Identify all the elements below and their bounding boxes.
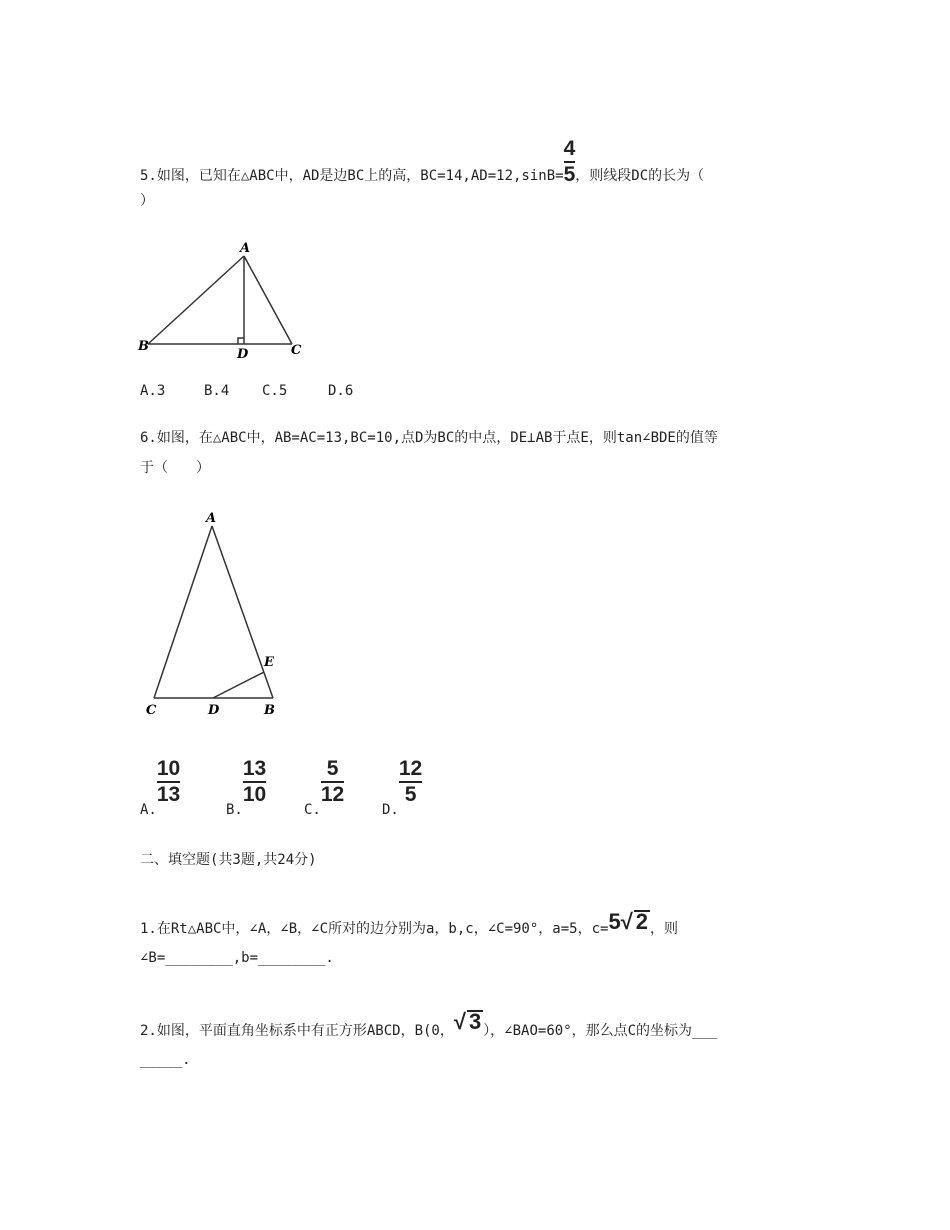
q6-option-b-den: 10 [242, 783, 267, 806]
f1-radicand: 2 [635, 909, 649, 934]
q5-option-c: C.5 [262, 383, 288, 399]
q6-option-d-num: 12 [398, 757, 423, 780]
f1-stem [140, 909, 679, 939]
q6-figure [138, 506, 288, 720]
q6-option-c-fraction [321, 758, 344, 806]
q6-option-c-den: 12 [320, 783, 345, 806]
f1-text-after: ，则 [650, 921, 679, 937]
q6-option-d [382, 757, 423, 818]
q6-label-e: E [264, 655, 274, 670]
q5-option-a: A.3 [140, 383, 166, 399]
q5-option-b: B.4 [204, 383, 230, 399]
q6-option-b-letter: B. [226, 802, 243, 818]
q6-label-a: A [206, 511, 217, 526]
q5-text-after: ，则线段DC的长为（ [575, 168, 705, 184]
q6-option-a [140, 757, 181, 818]
q5-stem-close: ） [140, 193, 154, 209]
q6-option-b-num: 13 [242, 757, 267, 780]
f2-sqrt-value: √ 3 [453, 1009, 482, 1034]
q5-text-before: 5.如图，已知在△ABC中，AD是边BC上的高，BC=14,AD=12,sinB= [140, 168, 564, 184]
q5-label-a: A [240, 241, 251, 256]
q6-option-a-num: 10 [156, 757, 181, 780]
q6-label-b: B [264, 703, 275, 718]
f2-text-before: 2.如图，平面直角坐标系中有正方形ABCD，B(0， [140, 1023, 454, 1039]
q6-option-c-num: 5 [326, 757, 339, 780]
f2-text-after: ），∠BAO=60°，那么点C的坐标为___ [483, 1023, 718, 1039]
q6-label-d: D [208, 703, 220, 718]
q6-option-d-den: 5 [404, 783, 417, 806]
q5-sinb-fraction [564, 138, 576, 186]
f1-c-value: 5√ 2 [608, 909, 649, 934]
q6-option-b-fraction [243, 758, 266, 806]
f2-stem [140, 1009, 718, 1041]
q6-option-b [226, 757, 267, 818]
q5-label-c: C [291, 343, 302, 358]
f2-line2: _____. [140, 1052, 191, 1068]
f1-line2: ∠B=________,b=________. [140, 950, 334, 966]
q5-figure [136, 238, 316, 362]
q5-option-d: D.6 [328, 383, 354, 399]
q6-label-c: C [146, 703, 157, 718]
q5-frac-num: 4 [563, 137, 576, 160]
q6-stem-line2: 于（ ） [140, 460, 210, 476]
q6-stem-line1: 6.如图，在△ABC中，AB=AC=13,BC=10,点D为BC的中点，DE⊥AB于点E，则tan∠BDE的值等 [140, 430, 718, 446]
f1-coef: 5 [608, 909, 621, 934]
q6-option-a-letter: A. [140, 802, 157, 818]
q5-stem [140, 137, 705, 200]
section2-heading: 二、填空题(共3题,共24分) [140, 852, 317, 868]
q6-option-c-letter: C. [304, 802, 321, 818]
q6-option-d-fraction [399, 758, 422, 806]
q5-frac-den: 5 [563, 163, 576, 186]
q6-option-a-den: 13 [156, 783, 181, 806]
q6-option-c [304, 757, 345, 818]
q5-label-b: B [138, 339, 149, 354]
q6-option-a-fraction [157, 758, 180, 806]
f1-text-before: 1.在Rt△ABC中，∠A，∠B，∠C所对的边分别为a，b,c，∠C=90°，a=5，c= [140, 921, 609, 937]
q5-label-d: D [237, 347, 249, 362]
f2-radicand: 3 [468, 1009, 482, 1034]
q6-option-d-letter: D. [382, 802, 399, 818]
